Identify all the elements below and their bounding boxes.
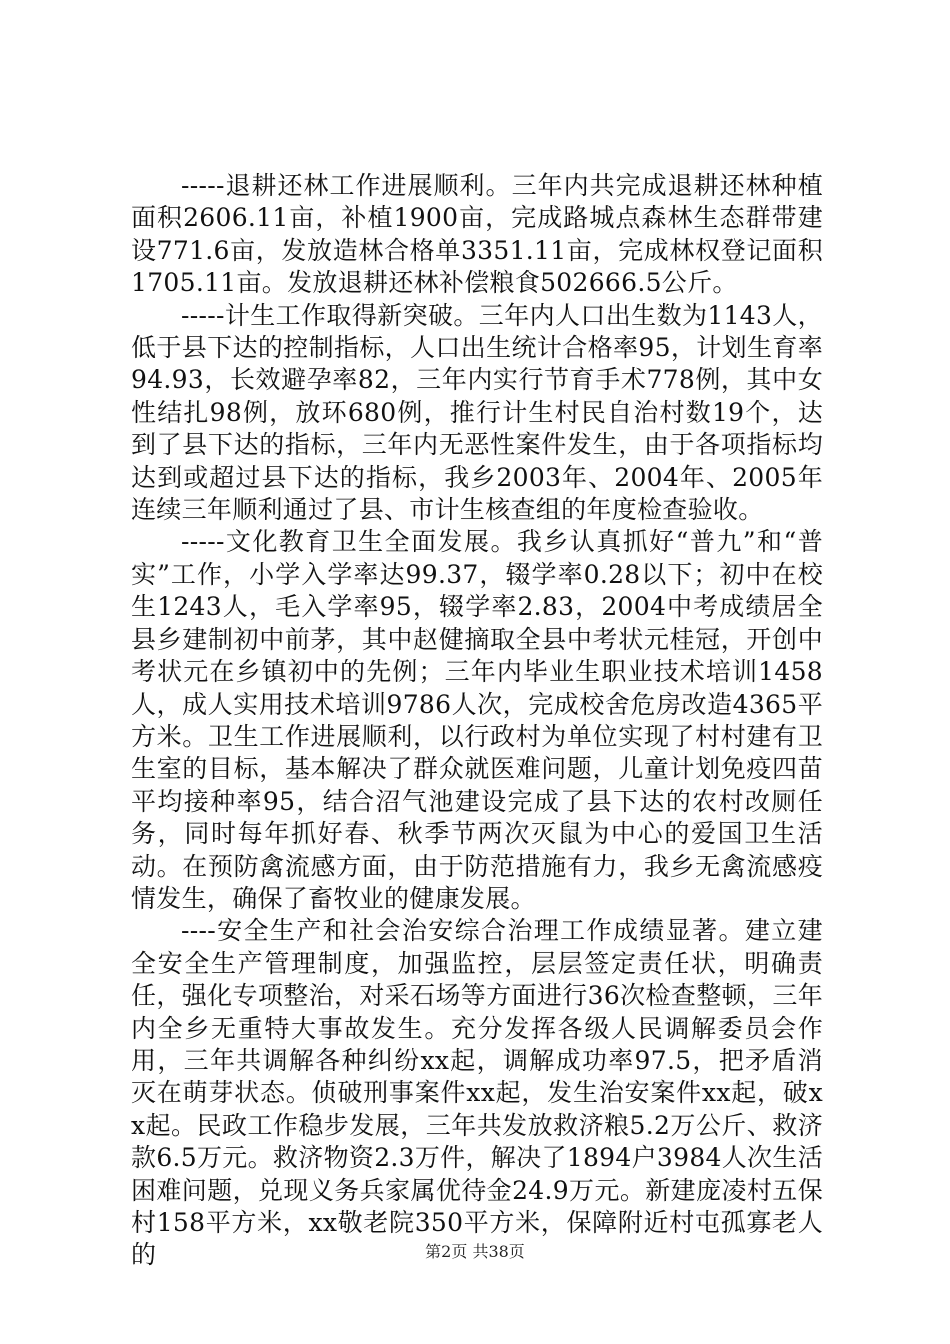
paragraph-reforestation: -----退耕还林工作进展顺利。三年内共完成退耕还林种植面积2606.11亩，补植1900亩，完成路城点森林生态群带建设771.6亩，发放造林合格单3351.11亩，完成林权登记面积1705.11亩。发放退耕还林补偿粮食502666.5公斤。 xyxy=(131,171,823,298)
paragraph-safety-security: ----安全生产和社会治安综合治理工作成绩显著。建立建全安全生产管理制度，加强监控，层层签定责任状，明确责任，强化专项整治，对采石场等方面进行36次检查整顿，三年内全乡无重特大事故发生。充分发挥各级人民调解委员会作用，三年共调解各种纠纷xx起，调解成功率97.5，把矛盾消灭在萌芽状态。侦破刑事案件xx起，发生治安案件xx起，破xx起。民政工作稳步发展，三年共发放救济粮5.2万公斤、救济款6.5万元。救济物资2.3万件，解决了1894户3984人次生活困难问题，兑现义务兵家属优待金24.9万元。新建庞凌村五保村158平方米，xx敬老院350平方米，保障附近村屯孤寡老人的 xyxy=(131,916,823,1270)
page-number-footer: 第2页 共38页 xyxy=(425,1242,525,1261)
document-body xyxy=(131,170,823,1272)
paragraph-education-health: -----文化教育卫生全面发展。我乡认真抓好“普九”和“普实”工作，小学入学率达99.37，辍学率0.28以下；初中在校生1243人，毛入学率95，辍学率2.83，2004中考成绩居全县乡建制初中前茅，其中赵健摘取全县中考状元桂冠，开创中考状元在乡镇初中的先例；三年内毕业生职业技术培训1458人，成人实用技术培训9786人次，完成校舍危房改造4365平方米。卫生工作进展顺利，以行政村为单位实现了村村建有卫生室的目标，基本解决了群众就医难问题，儿童计划免疫四苗平均接种率95，结合沼气池建设完成了县下达的农村改厕任务，同时每年抓好春、秋季节两次灭鼠为中心的爱国卫生活动。在预防禽流感方面，由于防范措施有力，我乡无禽流感疫情发生，确保了畜牧业的健康发展。 xyxy=(131,527,823,913)
paragraph-family-planning: -----计生工作取得新突破。三年内人口出生数为1143人，低于县下达的控制指标，人口出生统计合格率95，计划生育率94.93，长效避孕率82，三年内实行节育手术778例，其中女性结扎98例，放环680例，推行计生村民自治村数19个，达到了县下达的指标，三年内无恶性案件发生，由于各项指标均达到或超过县下达的指标，我乡2003年、2004年、2005年连续三年顺利通过了县、市计生核查组的年度检查验收。 xyxy=(131,300,823,525)
